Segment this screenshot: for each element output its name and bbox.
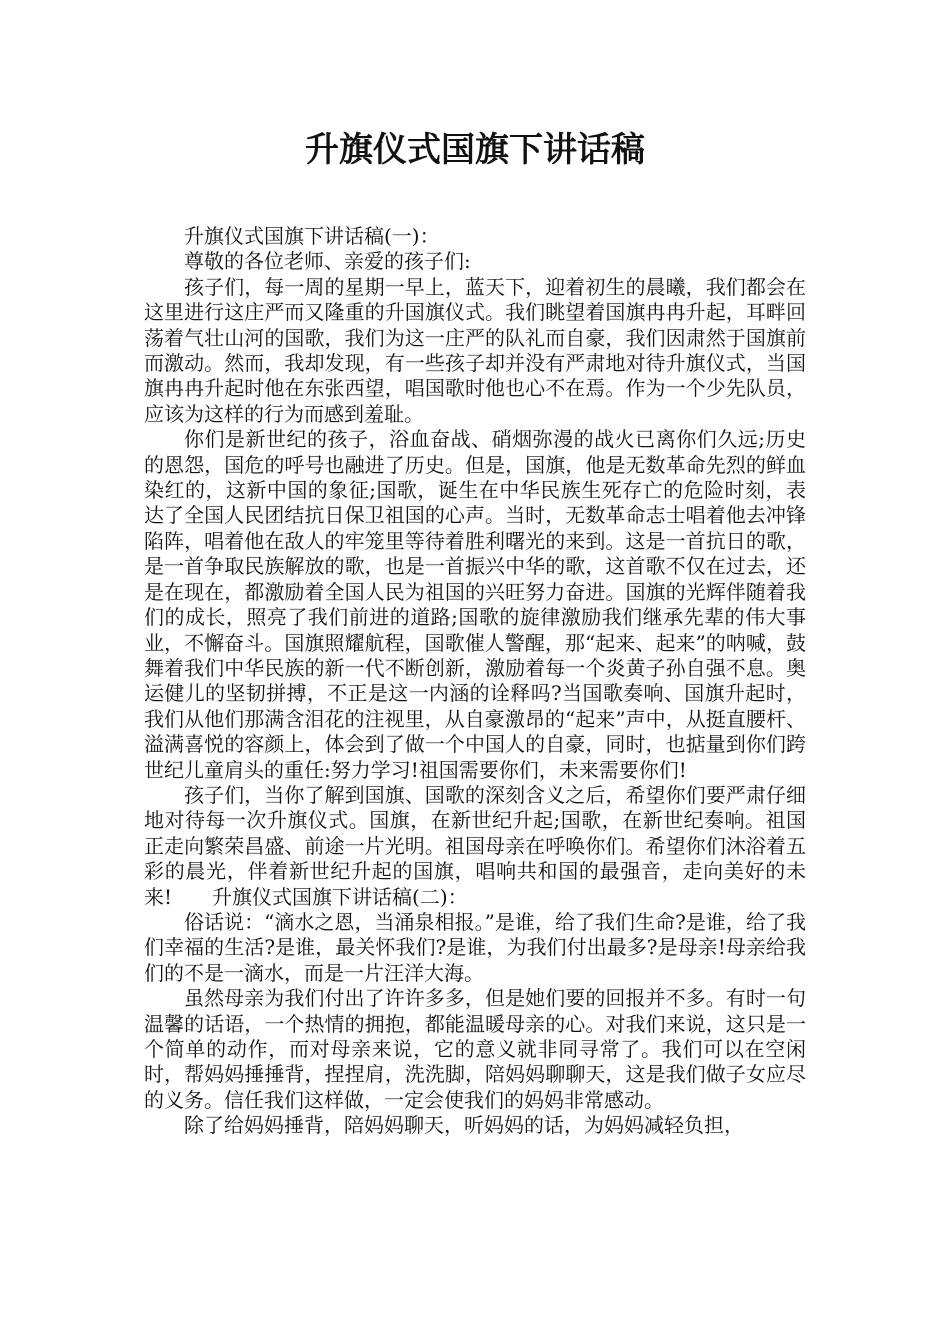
- document-title: 升旗仪式国旗下讲话稿: [305, 130, 645, 170]
- paragraph: 孩子们，当你了解到国旗、国歌的深刻含义之后，希望你们要严肃仔细地对待每一次升旗仪式。国旗，在新世纪升起;国歌，在新世纪奏响。祖国正走向繁荣昌盛、前途一片光明。祖国母亲在呼唤你们。希望你们沐浴着五彩的晨光，伴着新世纪升起的国旗，唱响共和国的最强音，走向美好的未来! 升旗仪式国旗下讲话稿(二)：: [144, 782, 806, 909]
- paragraph: 孩子们，每一周的星期一早上，蓝天下，迎着初生的晨曦，我们都会在这里进行这庄严而又隆重的升国旗仪式。我们眺望着国旗冉冉升起，耳畔回荡着气壮山河的国歌，我们为这一庄严的队礼而自豪，我们因肃然于国旗前而激动。然而，我却发现，有一些孩子却并没有严肃地对待升旗仪式，当国旗冉冉升起时他在东张西望，唱国歌时他也心不在焉。作为一个少先队员，应该为这样的行为而感到羞耻。: [144, 274, 806, 426]
- paragraph: 除了给妈妈捶背，陪妈妈聊天，听妈妈的话，为妈妈减轻负担，: [184, 1113, 744, 1138]
- document-body: [144, 224, 806, 1139]
- paragraph: 俗话说：“滴水之恩，当涌泉相报。”是谁，给了我们生命?是谁，给了我们幸福的生活?是谁，最关怀我们?是谁，为我们付出最多?是母亲!母亲给我们的不是一滴水，而是一片汪洋大海。: [144, 909, 806, 985]
- paragraph: 你们是新世纪的孩子，浴血奋战、硝烟弥漫的战火已离你们久远;历史的恩怨，国危的呼号也融进了历史。但是，国旗，他是无数革命先烈的鲜血染红的，这新中国的象征;国歌，诞生在中华民族生死存亡的危险时刻，表达了全国人民团结抗日保卫祖国的心声。当时，无数革命志士唱着他去冲锋陷阵，唱着他在敌人的牢笼里等待着胜利曙光的来到。这是一首抗日的歌，是一首争取民族解放的歌，也是一首振兴中华的歌，这首歌不仅在过去，还是在现在，都激励着全国人民为祖国的兴旺努力奋进。国旗的光辉伴随着我们的成长，照亮了我们前进的道路;国歌的旋律激励我们继承先辈的伟大事业，不懈奋斗。国旗照耀航程，国歌催人警醒，那“起来、起来”的呐喊，鼓舞着我们中华民族的新一代不断创新，激励着每一个炎黄子孙自强不息。奥运健儿的坚韧拼搏，不正是这一内涵的诠释吗?当国歌奏响、国旗升起时，我们从他们那满含泪花的注视里，从自豪激昂的“起来”声中，从挺直腰杆、溢满喜悦的容颜上，体会到了做一个中国人的自豪，同时，也掂量到你们跨世纪儿童肩头的重任:努力学习!祖国需要你们，未来需要你们!: [144, 427, 806, 782]
- paragraph: 虽然母亲为我们付出了许许多多，但是她们要的回报并不多。有时一句温馨的话语，一个热情的拥抱，都能温暖母亲的心。对我们来说，这只是一个简单的动作，而对母亲来说，它的意义就非同寻常了。我们可以在空闲时，帮妈妈捶捶背，捏捏肩，洗洗脚，陪妈妈聊聊天，这是我们做子女应尽的义务。信任我们这样做，一定会使我们的妈妈非常感动。: [144, 986, 806, 1112]
- paragraph-salutation: 尊敬的各位老师、亲爱的孩子们:: [184, 249, 471, 274]
- paragraph-subtitle-one: 升旗仪式国旗下讲话稿(一)：: [184, 224, 440, 248]
